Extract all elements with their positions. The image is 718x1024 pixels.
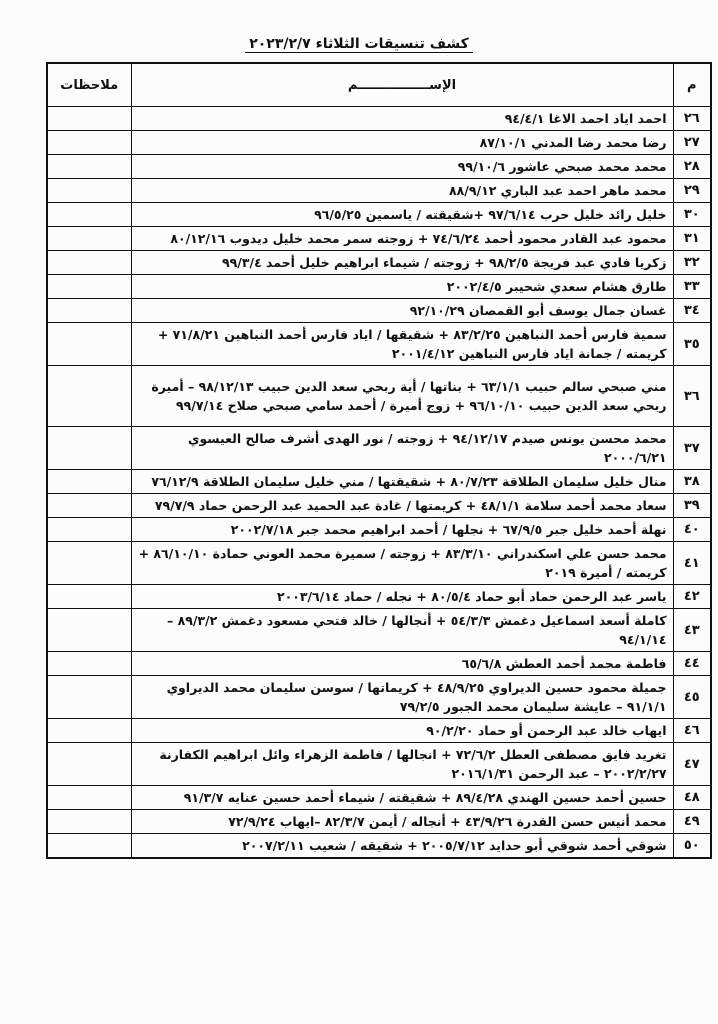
row-notes (47, 131, 131, 155)
document-title-text: كشف تنسيقات الثلاثاء ٢٠٢٣/٢/٧ (245, 36, 473, 53)
row-number: ٣١ (673, 227, 711, 251)
row-notes (47, 542, 131, 585)
table-row (47, 299, 711, 323)
row-number: ٤٤ (673, 652, 711, 676)
row-name: محمد محسن يونس صيدم ٩٤/١٢/١٧ + زوجته / نور الهدى أشرف صالح العيسوي ٢٠٠٠/٦/٢١ (131, 427, 673, 470)
row-name: طارق هشام سعدي شحيبر ٢٠٠٢/٤/٥ (131, 275, 673, 299)
row-notes (47, 323, 131, 366)
row-number: ٣٥ (673, 323, 711, 366)
column-header-name: الإســــــــــــــــم (131, 63, 673, 107)
document-title (0, 36, 718, 52)
row-number: ٢٩ (673, 179, 711, 203)
table-row (47, 203, 711, 227)
row-notes (47, 227, 131, 251)
row-notes (47, 834, 131, 859)
names-table (46, 62, 712, 859)
table-row (47, 743, 711, 786)
row-name: جميلة محمود حسين الديراوي ٤٨/٩/٢٥ + كريماتها / سوسن سليمان محمد الديراوي ٩١/١/١ – عايشة سليمان محمد الجبور ٧٩/٢/٥ (131, 676, 673, 719)
row-number: ٤٠ (673, 518, 711, 542)
coordination-sheet (48, 62, 712, 859)
row-number: ٣٠ (673, 203, 711, 227)
row-name: محمد ماهر احمد عبد الباري ٨٨/٩/١٢ (131, 179, 673, 203)
row-number: ٣٩ (673, 494, 711, 518)
row-notes (47, 786, 131, 810)
table-row (47, 494, 711, 518)
row-notes (47, 299, 131, 323)
row-number: ٢٨ (673, 155, 711, 179)
table-row (47, 427, 711, 470)
row-notes (47, 676, 131, 719)
row-name: منال خليل سليمان الطلاقة ٨٠/٧/٢٣ + شقيقتها / مني خليل سليمان الطلاقة ٧٦/١٢/٩ (131, 470, 673, 494)
table-row (47, 155, 711, 179)
row-notes (47, 275, 131, 299)
row-number: ٢٦ (673, 107, 711, 131)
table-row (47, 518, 711, 542)
table-row (47, 810, 711, 834)
row-notes (47, 518, 131, 542)
row-notes (47, 810, 131, 834)
row-name: محمد أنيس حسن القدرة ٤٣/٩/٢٦ + أنجاله / أيمن ٨٢/٣/٧ –ايهاب ٧٢/٩/٢٤ (131, 810, 673, 834)
row-number: ٣٦ (673, 366, 711, 427)
row-name: نهلة أحمد خليل جبر ٦٧/٩/٥ + نجلها / أحمد ابراهيم محمد جبر ٢٠٠٢/٧/١٨ (131, 518, 673, 542)
table-row (47, 652, 711, 676)
row-name: مني صبحي سالم حبيب ٦٣/١/١ + بناتها / أية ربحي سعد الدين حبيب ٩٨/١٢/١٣ – أميرة ربحي سعد الدين حبيب ٩٦/١٠/١٠ + زوج أميرة / أحمد سامي صبحي صلاح ٩٩/٧/١٤ (131, 366, 673, 427)
row-name: سعاد محمد أحمد سلامة ٤٨/١/١ + كريمتها / غادة عبد الحميد عبد الرحمن حماد ٧٩/٧/٩ (131, 494, 673, 518)
row-name: تغريد فايق مصطفى العطل ٧٢/٦/٢ + انجالها / فاطمة الزهراء وائل ابراهيم الكفارنة ٢٠٠٢/٢/٢٧ – عبد الرحمن ٢٠١٦/١/٣١ (131, 743, 673, 786)
row-notes (47, 366, 131, 427)
row-number: ٣٧ (673, 427, 711, 470)
table-row (47, 131, 711, 155)
table-row (47, 719, 711, 743)
row-number: ٣٣ (673, 275, 711, 299)
row-number: ٤٢ (673, 585, 711, 609)
row-notes (47, 251, 131, 275)
row-name: سمية فارس أحمد النباهين ٨٣/٢/٢٥ + شقيقها / اياد فارس أحمد النباهين ٧١/٨/٢١ + كريمته / جمانة اياد فارس النباهين ٢٠٠١/٤/١٢ (131, 323, 673, 366)
table-row (47, 107, 711, 131)
row-notes (47, 609, 131, 652)
row-name: فاطمة محمد أحمد العطش ٦٥/٦/٨ (131, 652, 673, 676)
row-name: رضا محمد رضا المدني ٨٧/١٠/١ (131, 131, 673, 155)
table-row (47, 470, 711, 494)
row-name: محمد حسن علي اسكندراني ٨٣/٣/١٠ + زوجته / سميرة محمد العوني حمادة ٨٦/١٠/١٠ + كريمته / أميرة ٢٠١٩ (131, 542, 673, 585)
row-name: شوقي أحمد شوقي أبو حدايد ٢٠٠٥/٧/١٢ + شقيقه / شعيب ٢٠٠٧/٢/١١ (131, 834, 673, 859)
row-name: احمد اياد احمد الاغا ٩٤/٤/١ (131, 107, 673, 131)
row-number: ٤٦ (673, 719, 711, 743)
row-name: كاملة أسعد اسماعيل دغمش ٥٤/٣/٣ + أنجالها / خالد فتحي مسعود دغمش ٨٩/٣/٢ – ٩٤/١/١٤ (131, 609, 673, 652)
row-number: ٢٧ (673, 131, 711, 155)
row-number: ٤٥ (673, 676, 711, 719)
row-number: ٤٣ (673, 609, 711, 652)
table-row (47, 786, 711, 810)
column-header-notes: ملاحظات (47, 63, 131, 107)
column-header-number: م (673, 63, 711, 107)
row-name: محمد محمد صبحي عاشور ٩٩/١٠/٦ (131, 155, 673, 179)
row-name: حسين أحمد حسين الهندي ٨٩/٤/٢٨ + شقيقته / شيماء أحمد حسين عنايه ٩١/٣/٧ (131, 786, 673, 810)
table-row (47, 834, 711, 859)
table-row (47, 585, 711, 609)
row-number: ٣٨ (673, 470, 711, 494)
row-number: ٤٨ (673, 786, 711, 810)
row-notes (47, 203, 131, 227)
row-notes (47, 719, 131, 743)
row-number: ٥٠ (673, 834, 711, 859)
row-notes (47, 427, 131, 470)
row-number: ٤١ (673, 542, 711, 585)
row-name: زكريا فادي عبد فريجة ٩٨/٢/٥ + زوجته / شيماء ابراهيم خليل أحمد ٩٩/٣/٤ (131, 251, 673, 275)
row-notes (47, 494, 131, 518)
table-row (47, 275, 711, 299)
row-notes (47, 743, 131, 786)
row-notes (47, 179, 131, 203)
table-row (47, 609, 711, 652)
row-notes (47, 652, 131, 676)
row-name: خليل رائد خليل حرب ٩٧/٦/١٤ +شقيقته / ياسمين ٩٦/٥/٢٥ (131, 203, 673, 227)
table-row (47, 323, 711, 366)
row-name: ياسر عبد الرحمن حماد أبو حماد ٨٠/٥/٤ + نجله / حماد ٢٠٠٣/٦/١٤ (131, 585, 673, 609)
row-number: ٤٩ (673, 810, 711, 834)
row-number: ٣٢ (673, 251, 711, 275)
table-row (47, 251, 711, 275)
row-notes (47, 107, 131, 131)
row-name: محمود عبد القادر محمود أحمد ٧٤/٦/٢٤ + زوجته سمر محمد خليل ديدوب ٨٠/١٢/١٦ (131, 227, 673, 251)
row-number: ٤٧ (673, 743, 711, 786)
table-header-row (47, 63, 711, 107)
row-name: غسان جمال يوسف أبو القمصان ٩٢/١٠/٢٩ (131, 299, 673, 323)
table-row (47, 179, 711, 203)
row-notes (47, 155, 131, 179)
row-number: ٣٤ (673, 299, 711, 323)
row-notes (47, 470, 131, 494)
table-row (47, 676, 711, 719)
table-row (47, 227, 711, 251)
row-name: ايهاب خالد عبد الرحمن أو حماد ٩٠/٢/٢٠ (131, 719, 673, 743)
table-row (47, 542, 711, 585)
table-row (47, 366, 711, 427)
row-notes (47, 585, 131, 609)
